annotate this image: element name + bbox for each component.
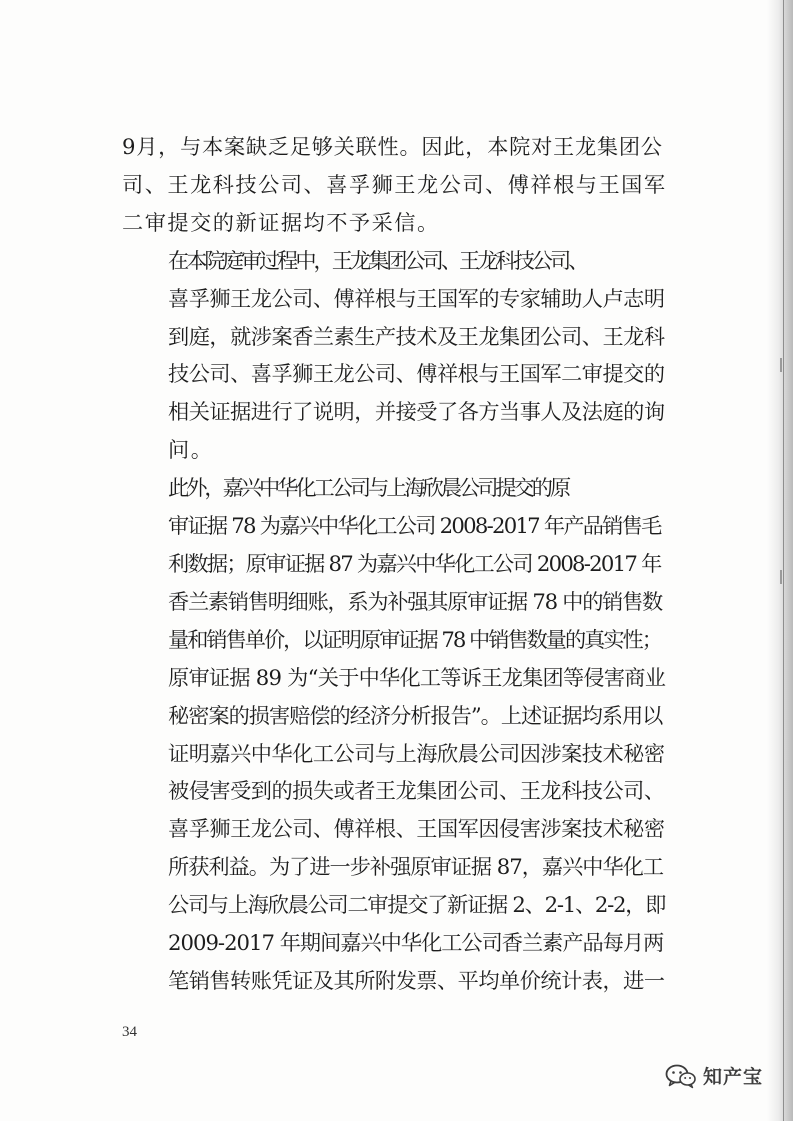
scan-edge-mark [780, 570, 782, 584]
text-line: 喜孚狮王龙公司、傅祥根、王国军因侵害涉案技术秘密 [168, 816, 665, 842]
text-line: 问。 [168, 437, 214, 463]
text-line: 审证据 78 为嘉兴中华化工公司 2008-2017 年产品销售毛 [168, 513, 661, 539]
text-line: 喜孚狮王龙公司、傅祥根与王国军的专家辅助人卢志明 [168, 285, 665, 311]
document-body [122, 128, 667, 1000]
text-line: 量和销售单价，以证明原审证据 78 中销售数量的真实性； [168, 626, 661, 652]
text-line: 9月，与本案缺乏足够关联性。因此，本院对王龙集团公 [122, 134, 663, 159]
watermark-text: 知产宝 [702, 1066, 763, 1088]
paragraph [122, 469, 667, 1000]
text-line: 被侵害受到的损失或者王龙集团公司、王龙科技公司、 [168, 778, 665, 804]
scan-edge-line [783, 0, 784, 1121]
paragraph [122, 128, 667, 242]
text-line: 二审提交的新证据均不予采信。 [122, 209, 440, 235]
text-line: 证明嘉兴中华化工公司与上海欣晨公司因涉案技术秘密 [168, 740, 665, 766]
text-line: 司、王龙科技公司、喜孚狮王龙公司、傅祥根与王国军 [122, 171, 667, 197]
scan-page-edge [767, 0, 793, 1121]
text-line: 秘密案的损害赔偿的经济分析报告”。上述证据均系用以 [168, 702, 663, 728]
text-line: 到庭，就涉案香兰素生产技术及王龙集团公司、王龙科 [168, 323, 665, 349]
text-line: 香兰素销售明细账，系为补强其原审证据 78 中的销售数 [168, 588, 662, 614]
text-line: 公司与上海欣晨公司二审提交了新证据 2、2-1、2-2，即 [168, 892, 666, 918]
watermark [665, 1062, 763, 1089]
text-line: 2009-2017 年期间嘉兴中华化工公司香兰素产品每月两 [168, 930, 664, 956]
text-line: 技公司、喜孚狮王龙公司、傅祥根与王国军二审提交的 [168, 361, 665, 387]
text-line: 所获利益。为了进一步补强原审证据 87，嘉兴中华化工 [168, 854, 664, 880]
scan-edge-mark [780, 358, 782, 372]
paragraph [122, 242, 667, 469]
page-number: 34 [122, 1024, 137, 1040]
text-line: 原审证据 89 为“关于中华化工等诉王龙集团等侵害商业 [168, 664, 666, 690]
wechat-icon [665, 1063, 697, 1089]
text-line: 在本院庭审过程中，王龙集团公司、王龙科技公司、 [168, 247, 587, 273]
text-line: 相关证据进行了说明，并接受了各方当事人及法庭的询 [168, 399, 665, 425]
text-line: 利数据；原审证据 87 为嘉兴中华化工公司 2008-2017 年 [168, 550, 661, 576]
text-line: 笔销售转账凭证及其所附发票、平均单价统计表，进一 [168, 967, 665, 993]
text-line: 此外，嘉兴中华化工公司与上海欣晨公司提交的原 [168, 475, 569, 501]
